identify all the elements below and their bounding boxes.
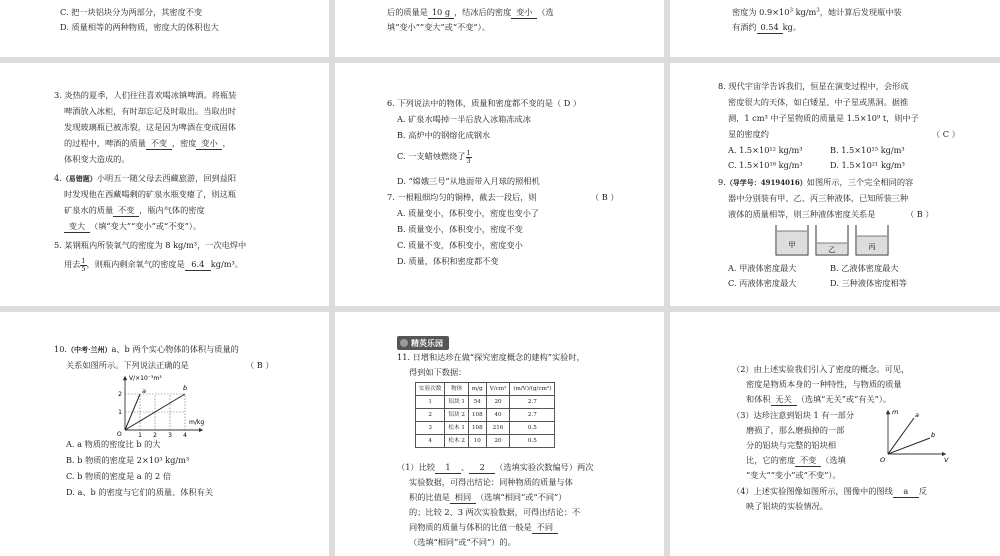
q4-line: 变大 （填“变大”“变小”或“不变”）。 bbox=[64, 219, 201, 234]
q3-line: 啤酒放入冰柜，有时却忘记及时取出。当取出时 bbox=[64, 106, 236, 116]
line-a-label: a bbox=[915, 411, 919, 419]
line-b-label: b bbox=[931, 431, 936, 439]
panel-q10 bbox=[0, 312, 329, 556]
q9-answer: （ B ） bbox=[906, 209, 934, 219]
q9-option-d: D. 三种液体密度相等 bbox=[830, 278, 907, 288]
table-cell: 4 bbox=[416, 435, 445, 448]
answer-blank: 0.54 bbox=[757, 22, 783, 34]
q3-line: 3. 炎热的夏季，人们往往喜欢喝冰镇啤酒。将瓶装 bbox=[54, 90, 237, 100]
label-yi: 乙 bbox=[828, 246, 836, 254]
q6-option-b: B. 高炉中的钢熔化成钢水 bbox=[397, 130, 491, 140]
y-tick-1: 1 bbox=[118, 409, 122, 416]
q9-option-a: A. 甲液体密度最大 bbox=[728, 263, 797, 273]
panel-q3-q5 bbox=[0, 63, 329, 306]
label-jia: 甲 bbox=[788, 241, 796, 249]
q5-line: 用去 $\frac{1}{5}$ ，则瓶内剩余氧气的密度是 6.4 kg/m³。 bbox=[64, 257, 243, 273]
answer-blank: 不变 bbox=[146, 138, 172, 150]
q8-line: 密度很大的天体，如白矮星、中子星或黑洞。据推 bbox=[728, 97, 909, 107]
q7-option-c: C. 质量不变，体积变小，密度变小 bbox=[397, 240, 523, 250]
q10-graph bbox=[105, 374, 215, 439]
q9-option-c: C. 丙液体密度最大 bbox=[728, 278, 797, 288]
q4-line: 4.（易错题）小明五一随父母去西藏旅游，回到益阳 bbox=[54, 173, 237, 183]
table-row bbox=[416, 396, 555, 409]
q11-s1-line: 实验数据，可得出结论：同种物质的质量与体 bbox=[409, 477, 573, 487]
y-axis-label: V/×10⁻³m³ bbox=[129, 375, 162, 382]
q10-option-c: C. b 物质的密度是 a 的 2 倍 bbox=[66, 471, 172, 481]
q11-s4-line: （4）上述实验图像如图所示，图像中的图线 a 反 bbox=[732, 486, 927, 496]
q8-option-c: C. 1.5×10¹⁸ kg/m³ bbox=[728, 160, 803, 170]
x-tick-4: 4 bbox=[183, 432, 187, 439]
text-line: 后的质量是 10 g ，结冰后的密度 变小 （选 bbox=[387, 7, 554, 17]
q3-line: 体积变大造成的。 bbox=[64, 154, 130, 164]
q10-option-a: A. a 物质的密度比 b 的大 bbox=[66, 439, 161, 449]
q8-line: 测，1 cm³ 中子星物质的质量是 1.5×10⁹ t，则中子 bbox=[728, 113, 919, 123]
answer-blank: 不变 bbox=[113, 205, 139, 217]
q8-option-a: A. 1.5×10¹² kg/m³ bbox=[728, 145, 803, 155]
q11-s2-line: 密度是物质本身的一种特性，与物质的质量 bbox=[746, 379, 902, 389]
q8-answer: （ C ） bbox=[932, 129, 960, 139]
q6-option-c: C. 一支蜡烛燃烧了 $\frac{1}{3}$ bbox=[397, 149, 471, 165]
line-b-label: b bbox=[183, 384, 188, 392]
q10-option-d: D. a、b 的密度与它们的质量、体积有关 bbox=[66, 487, 214, 497]
answer-blank: 不同 bbox=[532, 522, 558, 534]
y-tick-2: 2 bbox=[118, 391, 122, 398]
answer-blank: 变小 bbox=[511, 7, 537, 19]
q11-s1-line: 积的比值是 相同 （选填“相同”或“不同”） bbox=[409, 492, 567, 502]
answer-blank: 变大 bbox=[64, 221, 90, 233]
answer-blank: 相同 bbox=[450, 492, 476, 504]
q3-line: 发现玻璃瓶已被冻裂，这是因为啤酒在变成固体 bbox=[64, 122, 236, 132]
q6-option-d: D. “嫦娥三号”从地面带入月球的照相机 bbox=[397, 176, 540, 186]
text-line: 密度为 $0.9\times 10^3$ $kg/m^3$，她计算后发现瓶中装 bbox=[732, 7, 902, 17]
q7-option-a: A. 质量变小，体积变小，密度也变小了 bbox=[397, 208, 540, 218]
q10-option-b: B. b 物质的密度是 2×10³ kg/m³ bbox=[66, 455, 190, 465]
container-jia bbox=[776, 225, 808, 255]
table-header: 实验次数 bbox=[416, 383, 445, 396]
panel-q6-q7 bbox=[335, 63, 664, 306]
table-header: (m/V)/(g/cm³) bbox=[510, 383, 555, 396]
q11-s2-line: 和体积 无关 （选填“无关”或“有关”）。 bbox=[746, 394, 892, 404]
q11-s2-line: （2）由上述实验我们引入了密度的概念。可见， bbox=[732, 364, 910, 374]
q8-option-d: D. 1.5×10²¹ kg/m³ bbox=[830, 160, 905, 170]
table-cell: 松木 1 bbox=[445, 422, 469, 435]
q9-line: 9.（导学号：49194016）如图所示，三个完全相同的容 bbox=[718, 177, 914, 187]
question-tag: （易错题） bbox=[61, 174, 97, 183]
table-cell: 2 bbox=[416, 409, 445, 422]
line-a-label: a bbox=[142, 387, 146, 395]
table-row bbox=[416, 435, 555, 448]
section-banner: 精英乐园 bbox=[397, 336, 449, 350]
q8-line: 星的密度约 bbox=[728, 129, 769, 139]
origin-label: O bbox=[117, 431, 122, 438]
q6-line: 6. 下列说法中的物体，质量和密度都不变的是（ D ） bbox=[387, 98, 582, 108]
table-cell: 0.5 bbox=[510, 422, 555, 435]
q7-option-b: B. 质量变小，体积变小，密度不变 bbox=[397, 224, 523, 234]
q5-line: 5. 某钢瓶内所装氧气的密度为 8 kg/m³，一次电焊中 bbox=[54, 240, 247, 250]
q11-line: 得到如下数据： bbox=[409, 367, 467, 377]
table-cell: 40 bbox=[486, 409, 510, 422]
q11-s3-line: 分的铝块与完整的铝块相 bbox=[746, 440, 837, 450]
v-axis-label: V bbox=[944, 456, 949, 464]
q9-line: 器中分别装有甲、乙、丙三种液体，已知所装三种 bbox=[728, 193, 909, 203]
table-cell: 54 bbox=[468, 396, 486, 409]
panel-q8-q9 bbox=[670, 63, 1000, 306]
table-row bbox=[416, 409, 555, 422]
answer-blank: 6.4 bbox=[185, 259, 211, 271]
table-cell: 2.7 bbox=[510, 396, 555, 409]
q11-s3-line: “变大”“变小”或“不变”）。 bbox=[746, 470, 841, 480]
table-cell: 铝块 2 bbox=[445, 409, 469, 422]
table-cell: 108 bbox=[468, 422, 486, 435]
table-cell: 108 bbox=[468, 409, 486, 422]
origin-label: O bbox=[880, 456, 886, 464]
table-header-row bbox=[416, 383, 555, 396]
q11-s3-line: （3）达珍注意到铝块 1 有一部分 bbox=[732, 410, 855, 420]
q3-line: 的过程中，啤酒的质量 不变 ，密度 变小 ， bbox=[64, 138, 231, 148]
q4-line: 矿泉水的质量 不变 ，瓶内气体的密度 bbox=[64, 205, 205, 215]
q9-line: 液体的质量相等，则三种液体密度关系是 bbox=[728, 209, 876, 219]
answer-blank: 不变 bbox=[795, 455, 821, 467]
question-tag: （导学号：49194016） bbox=[725, 178, 807, 187]
q7-option-d: D. 质量，体积和密度都不变 bbox=[397, 256, 499, 266]
panel-q11-cont bbox=[670, 312, 1000, 556]
q11-s1-line: （选填“相同”或“不同”）的。 bbox=[409, 537, 516, 547]
option-c: C. 把一块铝块分为两部分，其密度不变 bbox=[60, 7, 203, 17]
q11-line: 11. 日增和达珍在做“探究密度概念的建构”实验时， bbox=[397, 352, 585, 362]
label-bing: 丙 bbox=[868, 243, 876, 251]
table-cell: 铝块 1 bbox=[445, 396, 469, 409]
answer-blank: 10 g bbox=[428, 7, 454, 19]
q11-s3-line: 比，它的密度 不变 （选填 bbox=[746, 455, 846, 465]
x-tick-1: 1 bbox=[138, 432, 142, 439]
table-row bbox=[416, 422, 555, 435]
table-cell: 20 bbox=[486, 435, 510, 448]
panel-jingying bbox=[335, 312, 664, 556]
q6-option-a: A. 矿泉水喝掉一半后放入冰箱冻成冰 bbox=[397, 114, 531, 124]
q10-line: 10.（中考·兰州）a、b 两个实心物体的体积与质量的 bbox=[54, 344, 239, 354]
fraction: $\frac{1}{5}$ bbox=[81, 257, 86, 273]
table-cell: 2.7 bbox=[510, 409, 555, 422]
text-line: 有酒约 0.54 kg。 bbox=[732, 22, 801, 32]
q10-line: 关系如图所示。下列说法正确的是 bbox=[66, 360, 189, 370]
q11-s4-line: 映了铝块的实验情况。 bbox=[746, 501, 828, 511]
q11-graph bbox=[880, 408, 950, 464]
q11-s1-line: （1）比较 1 、 2 （选填实验次数编号）两次 bbox=[397, 462, 594, 472]
q11-s1-line: 同物质的质量与体积的比值一般是 不同 bbox=[409, 520, 558, 535]
table-cell: 10 bbox=[468, 435, 486, 448]
q7-line: 7. 一根粗细均匀的铜棒，截去一段后，则 bbox=[387, 192, 537, 202]
q7-answer: （ B ） bbox=[591, 192, 619, 202]
answer-blank: 2 bbox=[469, 462, 495, 474]
table-cell: 20 bbox=[486, 396, 510, 409]
table-cell: 216 bbox=[486, 422, 510, 435]
containers-figure bbox=[774, 223, 894, 259]
text-line: 填“变小”“变大”或“不变”）。 bbox=[387, 22, 490, 32]
x-tick-2: 2 bbox=[153, 432, 157, 439]
q11-s1-line: 的；比较 2、3 两次实验数据，可得出结论：不 bbox=[409, 507, 581, 517]
table-cell: 1 bbox=[416, 396, 445, 409]
q10-answer: （ B ） bbox=[246, 360, 274, 370]
table-header: m/g bbox=[468, 383, 486, 396]
answer-blank: 无关 bbox=[771, 394, 797, 406]
table-cell: 松木 2 bbox=[445, 435, 469, 448]
table-header: 物体 bbox=[445, 383, 469, 396]
m-axis-label: m bbox=[892, 408, 899, 416]
answer-blank: 变小 bbox=[196, 138, 222, 150]
option-d: D. 质量相等的两种物质，密度大的体积也大 bbox=[60, 22, 219, 32]
q8-line: 8. 现代宇宙学告诉我们，恒星在演变过程中，会形成 bbox=[718, 81, 909, 91]
x-tick-3: 3 bbox=[168, 432, 172, 439]
table-cell: 0.5 bbox=[510, 435, 555, 448]
q9-option-b: B. 乙液体密度最大 bbox=[830, 263, 899, 273]
table-cell: 3 bbox=[416, 422, 445, 435]
table-header: V/cm³ bbox=[486, 383, 510, 396]
q8-option-b: B. 1.5×10¹⁵ kg/m³ bbox=[830, 145, 905, 155]
data-table bbox=[415, 382, 555, 448]
q4-line: 时发现他在西藏喝剩的矿泉水瓶变瘪了，则这瓶 bbox=[64, 189, 236, 199]
panel-top-left bbox=[0, 0, 329, 57]
answer-blank: 1 bbox=[435, 462, 461, 474]
panel-top-right bbox=[670, 0, 1000, 57]
q11-s3-line: 磨损了，那么磨损掉的一部 bbox=[746, 425, 845, 435]
panel-top-mid bbox=[335, 0, 664, 57]
question-tag: （中考·兰州） bbox=[67, 345, 112, 354]
fraction: $\frac{1}{3}$ bbox=[466, 149, 471, 165]
answer-blank: a bbox=[893, 486, 919, 498]
x-axis-label: m/kg bbox=[189, 419, 205, 426]
